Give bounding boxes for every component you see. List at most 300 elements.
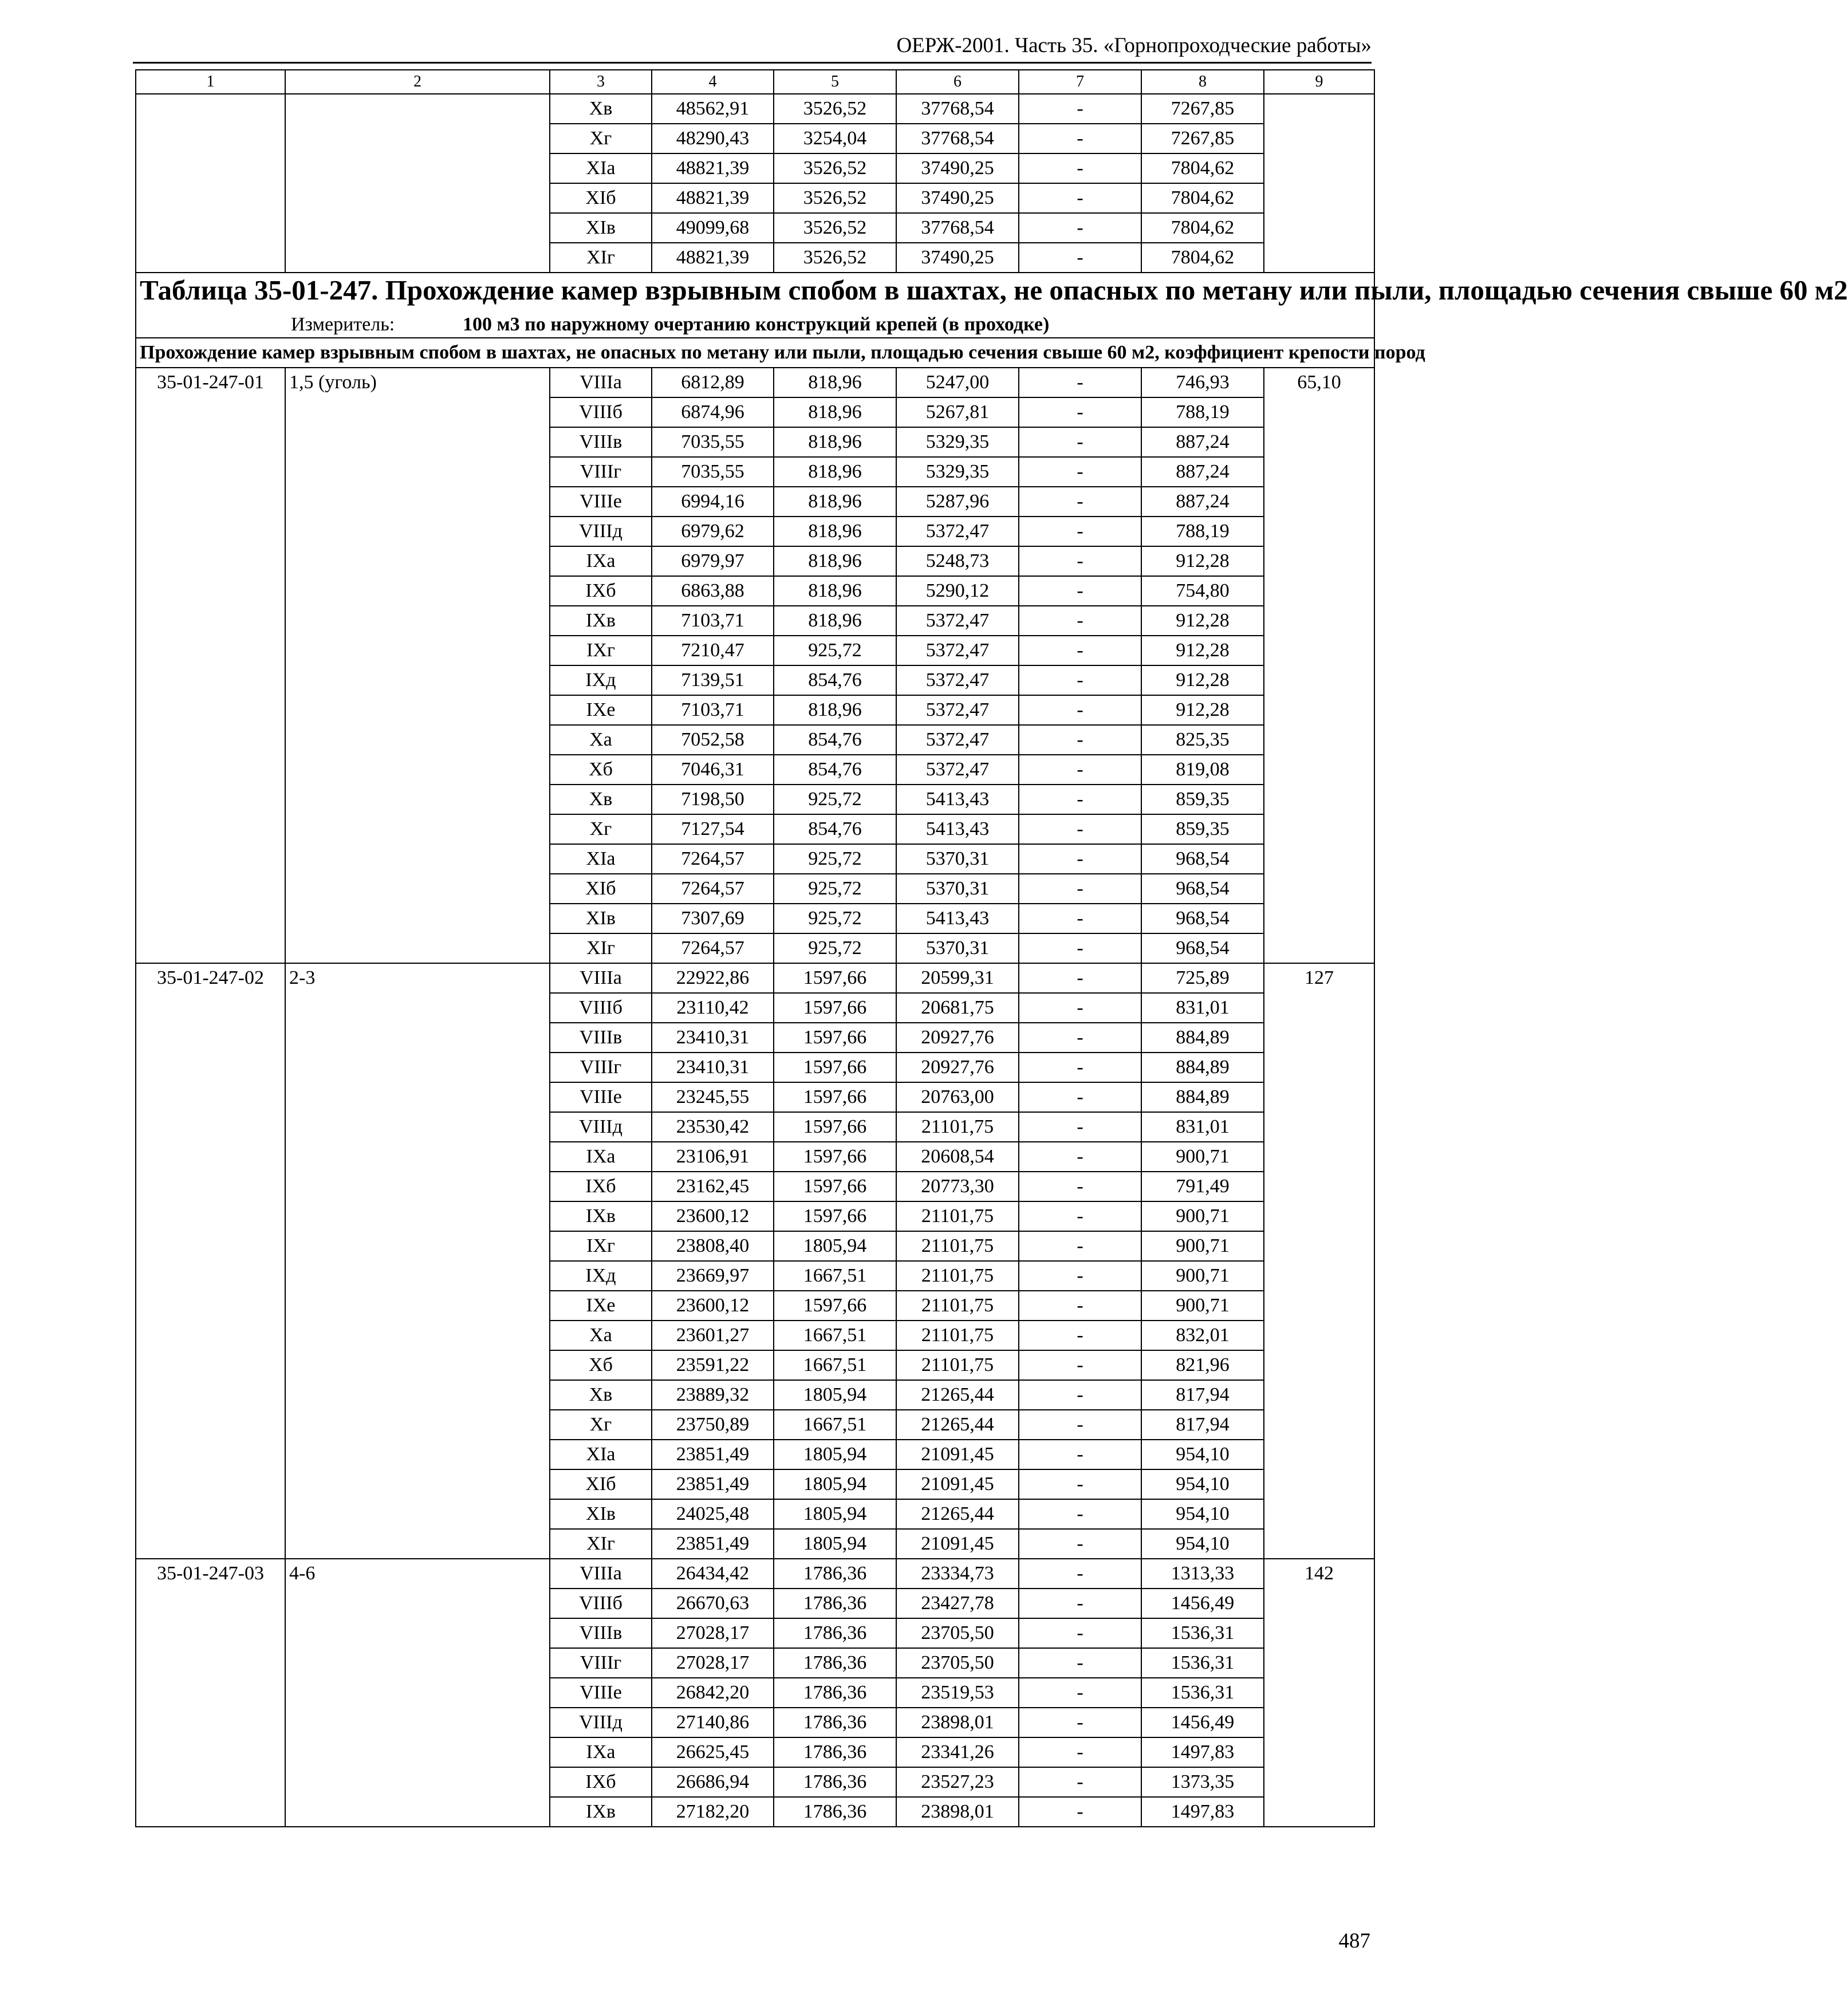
materials-cell: 1313,33 bbox=[1141, 1559, 1264, 1589]
code-cell bbox=[136, 94, 285, 273]
materials-cell: 831,01 bbox=[1141, 993, 1264, 1023]
class-cell: VIIIв bbox=[550, 1618, 652, 1648]
total-cost-cell: 27140,86 bbox=[652, 1708, 774, 1737]
operators-wages-cell: - bbox=[1019, 933, 1141, 963]
class-cell: Xг bbox=[550, 1410, 652, 1440]
wages-cell: 1805,94 bbox=[774, 1231, 896, 1261]
total-cost-cell: 7035,55 bbox=[652, 427, 774, 457]
wages-cell: 1597,66 bbox=[774, 963, 896, 993]
class-cell: Xб bbox=[550, 1350, 652, 1380]
labor-cost-cell: 65,10 bbox=[1264, 368, 1374, 963]
strength-cell bbox=[285, 94, 550, 273]
class-cell: Xа bbox=[550, 1321, 652, 1350]
machines-cell: 21091,45 bbox=[896, 1529, 1019, 1559]
materials-cell: 900,71 bbox=[1141, 1231, 1264, 1261]
table-title-cell bbox=[136, 273, 1848, 338]
machines-cell: 21265,44 bbox=[896, 1380, 1019, 1410]
machines-cell: 20599,31 bbox=[896, 963, 1019, 993]
machines-cell: 37490,25 bbox=[896, 153, 1019, 183]
materials-cell: 887,24 bbox=[1141, 487, 1264, 517]
machines-cell: 21101,75 bbox=[896, 1201, 1019, 1231]
total-cost-cell: 23889,32 bbox=[652, 1380, 774, 1410]
total-cost-cell: 7264,57 bbox=[652, 933, 774, 963]
wages-cell: 3526,52 bbox=[774, 94, 896, 124]
operators-wages-cell: - bbox=[1019, 1410, 1141, 1440]
materials-cell: 1536,31 bbox=[1141, 1678, 1264, 1708]
total-cost-cell: 23530,42 bbox=[652, 1112, 774, 1142]
class-cell: VIIIб bbox=[550, 993, 652, 1023]
operators-wages-cell: - bbox=[1019, 368, 1141, 397]
materials-cell: 884,89 bbox=[1141, 1082, 1264, 1112]
column-number: 3 bbox=[550, 70, 652, 94]
machines-cell: 23527,23 bbox=[896, 1767, 1019, 1797]
table-row bbox=[136, 368, 1374, 397]
operators-wages-cell: - bbox=[1019, 755, 1141, 785]
wages-cell: 818,96 bbox=[774, 368, 896, 397]
rates-table bbox=[135, 69, 1848, 1827]
operators-wages-cell: - bbox=[1019, 576, 1141, 606]
section-description-row bbox=[136, 338, 1374, 368]
operators-wages-cell: - bbox=[1019, 124, 1141, 153]
operators-wages-cell: - bbox=[1019, 94, 1141, 124]
class-cell: Xг bbox=[550, 814, 652, 844]
operators-wages-cell: - bbox=[1019, 1082, 1141, 1112]
class-cell: VIIIе bbox=[550, 1678, 652, 1708]
wages-cell: 1805,94 bbox=[774, 1469, 896, 1499]
operators-wages-cell: - bbox=[1019, 1321, 1141, 1350]
class-cell: XIа bbox=[550, 1440, 652, 1469]
machines-cell: 37768,54 bbox=[896, 124, 1019, 153]
machines-cell: 5370,31 bbox=[896, 874, 1019, 904]
machines-cell: 5247,00 bbox=[896, 368, 1019, 397]
operators-wages-cell: - bbox=[1019, 1231, 1141, 1261]
class-cell: VIIIе bbox=[550, 1082, 652, 1112]
class-cell: Xа bbox=[550, 725, 652, 755]
total-cost-cell: 23600,12 bbox=[652, 1291, 774, 1321]
machines-cell: 5372,47 bbox=[896, 695, 1019, 725]
operators-wages-cell: - bbox=[1019, 1440, 1141, 1469]
materials-cell: 900,71 bbox=[1141, 1291, 1264, 1321]
materials-cell: 831,01 bbox=[1141, 1112, 1264, 1142]
machines-cell: 23898,01 bbox=[896, 1797, 1019, 1827]
materials-cell: 884,89 bbox=[1141, 1053, 1264, 1082]
machines-cell: 23898,01 bbox=[896, 1708, 1019, 1737]
wages-cell: 1786,36 bbox=[774, 1678, 896, 1708]
total-cost-cell: 23106,91 bbox=[652, 1142, 774, 1172]
machines-cell: 23705,50 bbox=[896, 1648, 1019, 1678]
total-cost-cell: 27028,17 bbox=[652, 1618, 774, 1648]
total-cost-cell: 7264,57 bbox=[652, 874, 774, 904]
machines-cell: 20681,75 bbox=[896, 993, 1019, 1023]
total-cost-cell: 23808,40 bbox=[652, 1231, 774, 1261]
class-cell: VIIIг bbox=[550, 1053, 652, 1082]
machines-cell: 37490,25 bbox=[896, 243, 1019, 273]
operators-wages-cell: - bbox=[1019, 243, 1141, 273]
rock-strength-cell: 1,5 (уголь) bbox=[285, 368, 550, 963]
operators-wages-cell: - bbox=[1019, 963, 1141, 993]
materials-cell: 1536,31 bbox=[1141, 1648, 1264, 1678]
column-number: 2 bbox=[285, 70, 550, 94]
operators-wages-cell: - bbox=[1019, 1142, 1141, 1172]
total-cost-cell: 23110,42 bbox=[652, 993, 774, 1023]
operators-wages-cell: - bbox=[1019, 904, 1141, 933]
materials-cell: 912,28 bbox=[1141, 695, 1264, 725]
total-cost-cell: 48821,39 bbox=[652, 243, 774, 273]
machines-cell: 37768,54 bbox=[896, 213, 1019, 243]
class-cell: XIа bbox=[550, 153, 652, 183]
class-cell: VIIIд bbox=[550, 1708, 652, 1737]
materials-cell: 954,10 bbox=[1141, 1529, 1264, 1559]
operators-wages-cell: - bbox=[1019, 725, 1141, 755]
operators-wages-cell: - bbox=[1019, 1469, 1141, 1499]
wages-cell: 818,96 bbox=[774, 427, 896, 457]
operators-wages-cell: - bbox=[1019, 457, 1141, 487]
operators-wages-cell: - bbox=[1019, 1678, 1141, 1708]
class-cell: IXв bbox=[550, 1797, 652, 1827]
materials-cell: 832,01 bbox=[1141, 1321, 1264, 1350]
machines-cell: 21091,45 bbox=[896, 1469, 1019, 1499]
class-cell: IXб bbox=[550, 1172, 652, 1201]
wages-cell: 925,72 bbox=[774, 844, 896, 874]
class-cell: VIIIб bbox=[550, 1589, 652, 1618]
materials-cell: 791,49 bbox=[1141, 1172, 1264, 1201]
operators-wages-cell: - bbox=[1019, 1350, 1141, 1380]
machines-cell: 37768,54 bbox=[896, 94, 1019, 124]
total-cost-cell: 7052,58 bbox=[652, 725, 774, 755]
class-cell: VIIIе bbox=[550, 487, 652, 517]
class-cell: XIв bbox=[550, 1499, 652, 1529]
wages-cell: 1667,51 bbox=[774, 1261, 896, 1291]
class-cell: VIIIа bbox=[550, 368, 652, 397]
total-cost-cell: 48290,43 bbox=[652, 124, 774, 153]
total-cost-cell: 23410,31 bbox=[652, 1053, 774, 1082]
total-cost-cell: 48821,39 bbox=[652, 183, 774, 213]
class-cell: IXб bbox=[550, 576, 652, 606]
class-cell: VIIIд bbox=[550, 1112, 652, 1142]
wages-cell: 1597,66 bbox=[774, 1082, 896, 1112]
total-cost-cell: 26670,63 bbox=[652, 1589, 774, 1618]
machines-cell: 5413,43 bbox=[896, 785, 1019, 814]
total-cost-cell: 48562,91 bbox=[652, 94, 774, 124]
class-cell: VIIIв bbox=[550, 1023, 652, 1053]
class-cell: XIб bbox=[550, 183, 652, 213]
class-cell: IXа bbox=[550, 546, 652, 576]
machines-cell: 5413,43 bbox=[896, 904, 1019, 933]
operators-wages-cell: - bbox=[1019, 665, 1141, 695]
wages-cell: 925,72 bbox=[774, 874, 896, 904]
machines-cell: 37490,25 bbox=[896, 183, 1019, 213]
wages-cell: 1597,66 bbox=[774, 993, 896, 1023]
class-cell: IXе bbox=[550, 1291, 652, 1321]
operators-wages-cell: - bbox=[1019, 695, 1141, 725]
operators-wages-cell: - bbox=[1019, 1559, 1141, 1589]
operators-wages-cell: - bbox=[1019, 1589, 1141, 1618]
class-cell: XIв bbox=[550, 904, 652, 933]
rock-strength-cell: 2-3 bbox=[285, 963, 550, 1559]
operators-wages-cell: - bbox=[1019, 785, 1141, 814]
machines-cell: 5372,47 bbox=[896, 606, 1019, 636]
wages-cell: 925,72 bbox=[774, 785, 896, 814]
machines-cell: 20763,00 bbox=[896, 1082, 1019, 1112]
wages-cell: 1786,36 bbox=[774, 1559, 896, 1589]
operators-wages-cell: - bbox=[1019, 1380, 1141, 1410]
class-cell: XIб bbox=[550, 874, 652, 904]
total-cost-cell: 7307,69 bbox=[652, 904, 774, 933]
wages-cell: 854,76 bbox=[774, 725, 896, 755]
total-cost-cell: 7264,57 bbox=[652, 844, 774, 874]
measure-row bbox=[291, 312, 1370, 337]
operators-wages-cell: - bbox=[1019, 1023, 1141, 1053]
wages-cell: 818,96 bbox=[774, 487, 896, 517]
machines-cell: 21091,45 bbox=[896, 1440, 1019, 1469]
operators-wages-cell: - bbox=[1019, 636, 1141, 665]
total-cost-cell: 23600,12 bbox=[652, 1201, 774, 1231]
materials-cell: 1497,83 bbox=[1141, 1737, 1264, 1767]
operators-wages-cell: - bbox=[1019, 1112, 1141, 1142]
table-row bbox=[136, 94, 1374, 124]
wages-cell: 1597,66 bbox=[774, 1112, 896, 1142]
column-number: 8 bbox=[1141, 70, 1264, 94]
materials-cell: 912,28 bbox=[1141, 665, 1264, 695]
operators-wages-cell: - bbox=[1019, 517, 1141, 546]
total-cost-cell: 23601,27 bbox=[652, 1321, 774, 1350]
table-title: Таблица 35-01-247. Прохождение камер взрывным спобом в шахтах, не опасных по метану или пыли, площадью сечения свыше 60 м2 bbox=[140, 274, 1848, 306]
wages-cell: 3526,52 bbox=[774, 243, 896, 273]
norm-code-cell: 35-01-247-03 bbox=[136, 1559, 285, 1827]
machines-cell: 20773,30 bbox=[896, 1172, 1019, 1201]
class-cell: VIIIд bbox=[550, 517, 652, 546]
class-cell: Xг bbox=[550, 124, 652, 153]
norm-code-cell: 35-01-247-02 bbox=[136, 963, 285, 1559]
column-number: 5 bbox=[774, 70, 896, 94]
materials-cell: 900,71 bbox=[1141, 1142, 1264, 1172]
materials-cell: 7804,62 bbox=[1141, 243, 1264, 273]
operators-wages-cell: - bbox=[1019, 606, 1141, 636]
total-cost-cell: 24025,48 bbox=[652, 1499, 774, 1529]
norm-code-cell: 35-01-247-01 bbox=[136, 368, 285, 963]
wages-cell: 3254,04 bbox=[774, 124, 896, 153]
materials-cell: 788,19 bbox=[1141, 517, 1264, 546]
class-cell: Xб bbox=[550, 755, 652, 785]
machines-cell: 5372,47 bbox=[896, 725, 1019, 755]
class-cell: VIIIв bbox=[550, 427, 652, 457]
total-cost-cell: 7210,47 bbox=[652, 636, 774, 665]
operators-wages-cell: - bbox=[1019, 1499, 1141, 1529]
operators-wages-cell: - bbox=[1019, 874, 1141, 904]
total-cost-cell: 7103,71 bbox=[652, 695, 774, 725]
machines-cell: 23519,53 bbox=[896, 1678, 1019, 1708]
class-cell: IXб bbox=[550, 1767, 652, 1797]
total-cost-cell: 23669,97 bbox=[652, 1261, 774, 1291]
materials-cell: 819,08 bbox=[1141, 755, 1264, 785]
materials-cell: 7804,62 bbox=[1141, 213, 1264, 243]
machines-cell: 5290,12 bbox=[896, 576, 1019, 606]
wages-cell: 3526,52 bbox=[774, 213, 896, 243]
materials-cell: 817,94 bbox=[1141, 1410, 1264, 1440]
measure-value: 100 м3 по наружному очертанию конструкций крепей (в проходке) bbox=[463, 314, 1050, 335]
wages-cell: 1667,51 bbox=[774, 1321, 896, 1350]
materials-cell: 912,28 bbox=[1141, 606, 1264, 636]
materials-cell: 900,71 bbox=[1141, 1201, 1264, 1231]
total-cost-cell: 7198,50 bbox=[652, 785, 774, 814]
operators-wages-cell: - bbox=[1019, 487, 1141, 517]
wages-cell: 854,76 bbox=[774, 814, 896, 844]
materials-cell: 968,54 bbox=[1141, 844, 1264, 874]
class-cell: XIг bbox=[550, 243, 652, 273]
operators-wages-cell: - bbox=[1019, 183, 1141, 213]
operators-wages-cell: - bbox=[1019, 153, 1141, 183]
wages-cell: 1597,66 bbox=[774, 1142, 896, 1172]
operators-wages-cell: - bbox=[1019, 1737, 1141, 1767]
class-cell: VIIIб bbox=[550, 397, 652, 427]
labor-cost-cell: 127 bbox=[1264, 963, 1374, 1559]
materials-cell: 1456,49 bbox=[1141, 1589, 1264, 1618]
wages-cell: 925,72 bbox=[774, 636, 896, 665]
total-cost-cell: 7046,31 bbox=[652, 755, 774, 785]
materials-cell: 912,28 bbox=[1141, 636, 1264, 665]
total-cost-cell: 23245,55 bbox=[652, 1082, 774, 1112]
total-cost-cell: 49099,68 bbox=[652, 213, 774, 243]
wages-cell: 1786,36 bbox=[774, 1767, 896, 1797]
total-cost-cell: 23410,31 bbox=[652, 1023, 774, 1053]
materials-cell: 7267,85 bbox=[1141, 94, 1264, 124]
wages-cell: 1597,66 bbox=[774, 1172, 896, 1201]
class-cell: VIIIг bbox=[550, 457, 652, 487]
total-cost-cell: 7127,54 bbox=[652, 814, 774, 844]
total-cost-cell: 7139,51 bbox=[652, 665, 774, 695]
materials-cell: 788,19 bbox=[1141, 397, 1264, 427]
materials-cell: 817,94 bbox=[1141, 1380, 1264, 1410]
operators-wages-cell: - bbox=[1019, 1172, 1141, 1201]
class-cell: XIг bbox=[550, 1529, 652, 1559]
machines-cell: 23341,26 bbox=[896, 1737, 1019, 1767]
machines-cell: 5329,35 bbox=[896, 427, 1019, 457]
total-cost-cell: 27182,20 bbox=[652, 1797, 774, 1827]
operators-wages-cell: - bbox=[1019, 844, 1141, 874]
wages-cell: 854,76 bbox=[774, 665, 896, 695]
machines-cell: 5329,35 bbox=[896, 457, 1019, 487]
wages-cell: 1597,66 bbox=[774, 1291, 896, 1321]
operators-wages-cell: - bbox=[1019, 993, 1141, 1023]
total-cost-cell: 22922,86 bbox=[652, 963, 774, 993]
header-divider bbox=[133, 62, 1372, 64]
wages-cell: 854,76 bbox=[774, 755, 896, 785]
materials-cell: 7804,62 bbox=[1141, 183, 1264, 213]
machines-cell: 23334,73 bbox=[896, 1559, 1019, 1589]
wages-cell: 1805,94 bbox=[774, 1499, 896, 1529]
class-cell: VIIIа bbox=[550, 1559, 652, 1589]
total-cost-cell: 48821,39 bbox=[652, 153, 774, 183]
total-cost-cell: 23851,49 bbox=[652, 1529, 774, 1559]
materials-cell: 754,80 bbox=[1141, 576, 1264, 606]
machines-cell: 20927,76 bbox=[896, 1023, 1019, 1053]
wages-cell: 818,96 bbox=[774, 546, 896, 576]
machines-cell: 21101,75 bbox=[896, 1261, 1019, 1291]
machines-cell: 21101,75 bbox=[896, 1231, 1019, 1261]
table-row bbox=[136, 963, 1374, 993]
machines-cell: 5370,31 bbox=[896, 844, 1019, 874]
total-cost-cell: 7035,55 bbox=[652, 457, 774, 487]
wages-cell: 1786,36 bbox=[774, 1648, 896, 1678]
column-number: 6 bbox=[896, 70, 1019, 94]
materials-cell: 746,93 bbox=[1141, 368, 1264, 397]
materials-cell: 7267,85 bbox=[1141, 124, 1264, 153]
class-cell: IXг bbox=[550, 1231, 652, 1261]
materials-cell: 968,54 bbox=[1141, 933, 1264, 963]
wages-cell: 818,96 bbox=[774, 695, 896, 725]
wages-cell: 1667,51 bbox=[774, 1350, 896, 1380]
class-cell: Xв bbox=[550, 1380, 652, 1410]
materials-cell: 954,10 bbox=[1141, 1499, 1264, 1529]
machines-cell: 21265,44 bbox=[896, 1499, 1019, 1529]
materials-cell: 1536,31 bbox=[1141, 1618, 1264, 1648]
total-cost-cell: 6812,89 bbox=[652, 368, 774, 397]
machines-cell: 5372,47 bbox=[896, 517, 1019, 546]
operators-wages-cell: - bbox=[1019, 397, 1141, 427]
wages-cell: 818,96 bbox=[774, 517, 896, 546]
machines-cell: 5413,43 bbox=[896, 814, 1019, 844]
class-cell: IXг bbox=[550, 636, 652, 665]
column-number: 7 bbox=[1019, 70, 1141, 94]
page-header-title: ОЕРЖ-2001. Часть 35. «Горнопроходческие работы» bbox=[896, 34, 1372, 57]
operators-wages-cell: - bbox=[1019, 1797, 1141, 1827]
machines-cell: 5267,81 bbox=[896, 397, 1019, 427]
class-cell: IXд bbox=[550, 1261, 652, 1291]
total-cost-cell: 23162,45 bbox=[652, 1172, 774, 1201]
machines-cell: 20927,76 bbox=[896, 1053, 1019, 1082]
machines-cell: 21101,75 bbox=[896, 1112, 1019, 1142]
operators-wages-cell: - bbox=[1019, 427, 1141, 457]
total-cost-cell: 6979,62 bbox=[652, 517, 774, 546]
wages-cell: 1597,66 bbox=[774, 1201, 896, 1231]
materials-cell: 859,35 bbox=[1141, 785, 1264, 814]
machines-cell: 5248,73 bbox=[896, 546, 1019, 576]
operators-wages-cell: - bbox=[1019, 1291, 1141, 1321]
operators-wages-cell: - bbox=[1019, 1053, 1141, 1082]
class-cell: XIа bbox=[550, 844, 652, 874]
section-description: Прохождение камер взрывным спобом в шахтах, не опасных по метану или пыли, площадью сечения свыше 60 м2, коэффициент крепости пород bbox=[136, 338, 1374, 368]
operators-wages-cell: - bbox=[1019, 1618, 1141, 1648]
table-row bbox=[136, 1559, 1374, 1589]
total-cost-cell: 26842,20 bbox=[652, 1678, 774, 1708]
class-cell: IXе bbox=[550, 695, 652, 725]
wages-cell: 1786,36 bbox=[774, 1589, 896, 1618]
column-number-row bbox=[136, 70, 1374, 94]
column-number: 4 bbox=[652, 70, 774, 94]
class-cell: IXд bbox=[550, 665, 652, 695]
total-cost-cell: 7103,71 bbox=[652, 606, 774, 636]
materials-cell: 954,10 bbox=[1141, 1440, 1264, 1469]
total-cost-cell: 6979,97 bbox=[652, 546, 774, 576]
total-cost-cell: 23750,89 bbox=[652, 1410, 774, 1440]
total-cost-cell: 6863,88 bbox=[652, 576, 774, 606]
operators-wages-cell: - bbox=[1019, 814, 1141, 844]
materials-cell: 725,89 bbox=[1141, 963, 1264, 993]
materials-cell: 1373,35 bbox=[1141, 1767, 1264, 1797]
operators-wages-cell: - bbox=[1019, 213, 1141, 243]
table-title-row bbox=[136, 273, 1374, 338]
wages-cell: 1786,36 bbox=[774, 1737, 896, 1767]
wages-cell: 3526,52 bbox=[774, 183, 896, 213]
wages-cell: 925,72 bbox=[774, 933, 896, 963]
wages-cell: 1786,36 bbox=[774, 1708, 896, 1737]
machines-cell: 23705,50 bbox=[896, 1618, 1019, 1648]
total-cost-cell: 23851,49 bbox=[652, 1469, 774, 1499]
total-cost-cell: 26686,94 bbox=[652, 1767, 774, 1797]
wages-cell: 3526,52 bbox=[774, 153, 896, 183]
operators-wages-cell: - bbox=[1019, 546, 1141, 576]
measure-label: Измеритель: bbox=[291, 314, 395, 335]
